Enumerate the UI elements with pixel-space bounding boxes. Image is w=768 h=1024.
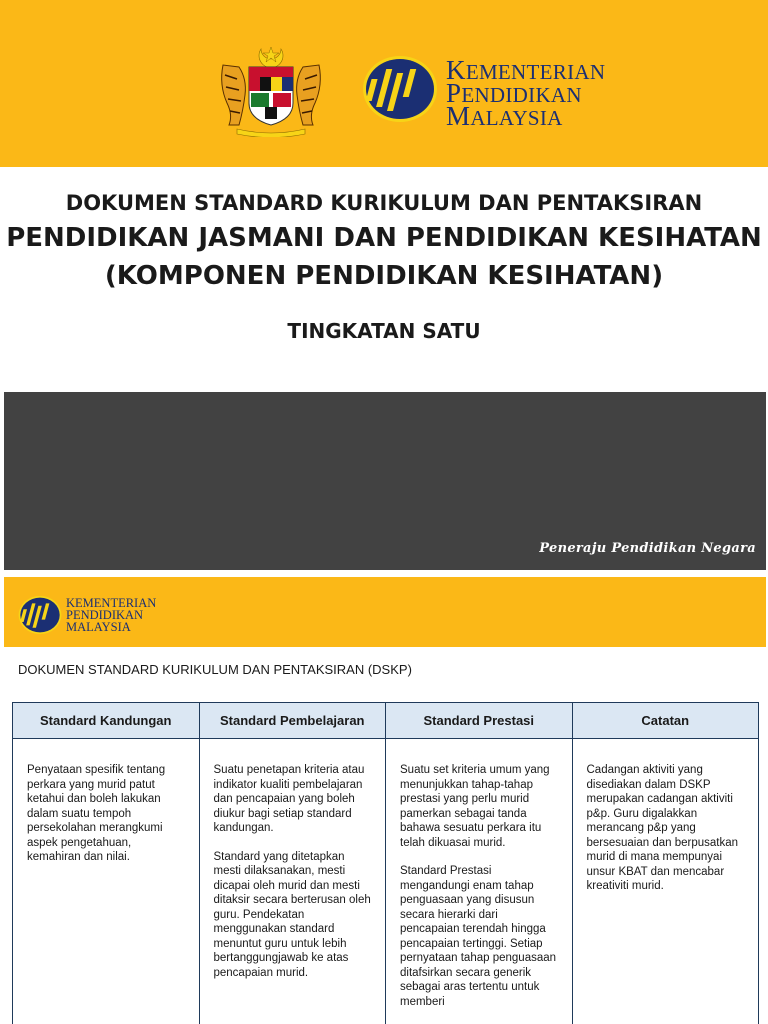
level-title: TINGKATAN SATU [287, 319, 481, 343]
ministry-name [66, 597, 156, 633]
ministry-name-line: KEMENTERIAN [66, 596, 157, 610]
cell-paragraph: Suatu set kriteria umum yang menunjukkan tahap-tahap prestasi yang perlu murid pamerkan sebagai tanda bahawa sesuatu perkara itu telah dikuasai murid. [400, 764, 550, 849]
ministry-name-line: KEMENTERIAN [446, 55, 606, 85]
dskp-heading: DOKUMEN STANDARD KURIKULUM DAN PENTAKSIRAN (DSKP) [18, 662, 412, 677]
column-header: Standard Kandungan [13, 703, 200, 739]
cell-paragraph: Cadangan aktiviti yang disediakan dalam DSKP merupakan cadangan aktiviti p&p. Guru digalakkan merancang p&p yang bersesuaian dan berpusatkan murid di mana mempunyai unsur KBAT dan mencabar kreativiti murid. [586, 764, 739, 892]
table-header-row [13, 703, 759, 739]
ministry-name-line: MALAYSIA [66, 620, 131, 634]
ministry-name-line: PENDIDIKAN [446, 78, 582, 108]
ministry-name-line: MALAYSIA [446, 101, 563, 131]
dskp-table [12, 702, 759, 1024]
document-type-title: DOKUMEN STANDARD KURIKULUM DAN PENTAKSIRAN [65, 191, 703, 215]
table-cell-standard-kandungan [13, 739, 200, 1024]
cover-dark-band [4, 392, 766, 570]
table-cell-catatan [572, 739, 759, 1024]
component-title: (KOMPONEN PENDIDIKAN KESIHATAN) [104, 261, 664, 291]
table-row [13, 739, 759, 1024]
ministry-name [446, 55, 606, 131]
column-header: Standard Pembelajaran [199, 703, 386, 739]
cover-title-area [0, 167, 768, 392]
tagline: Peneraju Pendidikan Negara [539, 541, 756, 556]
page2-banner [4, 577, 766, 647]
cover-banner [0, 0, 768, 167]
ministry-logo-icon [18, 595, 62, 635]
ministry-logo-icon [362, 55, 438, 123]
table-cell-standard-prestasi [386, 739, 573, 1024]
column-header: Standard Prestasi [386, 703, 573, 739]
ministry-name-line: PENDIDIKAN [66, 608, 144, 622]
subject-title: PENDIDIKAN JASMANI DAN PENDIDIKAN KESIHATAN [6, 223, 762, 253]
table-cell-standard-pembelajaran [199, 739, 386, 1024]
cell-paragraph: Standard Prestasi mengandungi enam tahap penguasaan yang disusun secara hierarki dari pencapaian terendah hingga pencapaian tertinggi. Setiap pernyataan tahap penguasaan ditafsirkan secara generik sebagai aras tertentu untuk memberi [400, 865, 557, 1008]
column-header: Catatan [572, 703, 759, 739]
cell-paragraph: Suatu penetapan kriteria atau indikator kualiti pembelajaran dan pencapaian yang boleh diukur bagi setiap standard kandungan. [213, 764, 365, 834]
coat-of-arms-icon [215, 45, 327, 137]
cell-paragraph: Standard yang ditetapkan mesti dilaksanakan, mesti dicapai oleh murid dan mesti ditaksir secara berterusan oleh guru. Pendekatan menggunakan standard menuntut guru untuk lebih bertanggungjawab ke atas pencapaian murid. [213, 850, 371, 979]
cell-paragraph: Penyataan spesifik tentang perkara yang murid patut ketahui dan boleh lakukan dalam suatu tempoh persekolahan merangkumi aspek pengetahuan, kemahiran dan nilai. [27, 764, 166, 863]
